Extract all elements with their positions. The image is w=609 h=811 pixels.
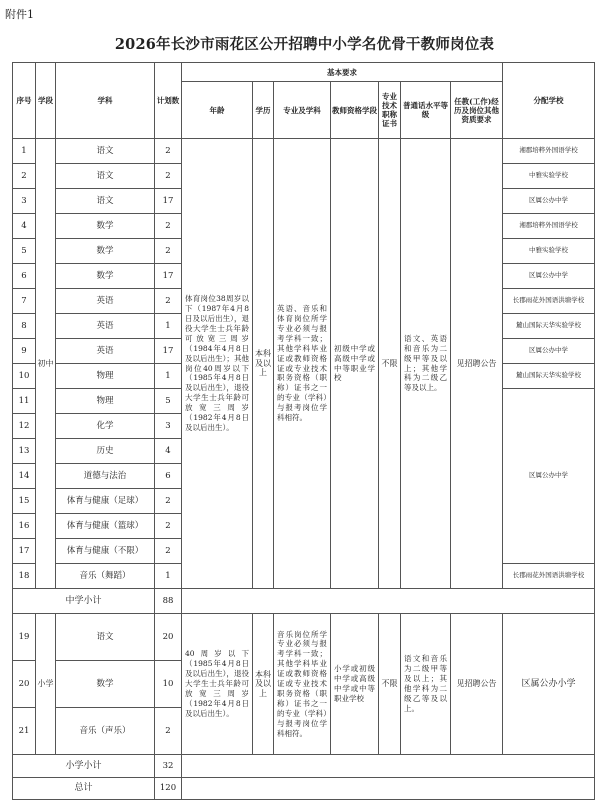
school-cell: 区属公办中学 bbox=[503, 339, 595, 364]
positions-table bbox=[12, 62, 595, 800]
middle-exp-req: 见招聘公告 bbox=[451, 139, 503, 589]
school-cell: 区属公办中学 bbox=[503, 189, 595, 214]
subject-cell: 数学 bbox=[56, 264, 155, 289]
subject-cell: 体育与健康（足球） bbox=[56, 489, 155, 514]
subject-cell: 物理 bbox=[56, 364, 155, 389]
page-title: 2026年长沙市雨花区公开招聘中小学名优骨干教师岗位表 bbox=[114, 36, 495, 53]
school-cell: 长郡雨花外国语洪塘学校 bbox=[503, 289, 595, 314]
subject-cell: 物理 bbox=[56, 389, 155, 414]
seq-cell: 1 bbox=[13, 139, 36, 164]
table-row bbox=[13, 139, 595, 164]
middle-subtotal-row bbox=[13, 589, 595, 614]
primary-subtotal-value: 32 bbox=[155, 755, 182, 778]
seq-cell: 12 bbox=[13, 414, 36, 439]
middle-subtotal-label: 中学小计 bbox=[13, 589, 155, 614]
plan-cell: 17 bbox=[155, 264, 182, 289]
col-header-age: 年龄 bbox=[182, 82, 253, 139]
primary-subtotal-row bbox=[13, 755, 595, 778]
col-header-mandarin: 普通话水平等级 bbox=[401, 82, 451, 139]
primary-cert-req: 不限 bbox=[379, 614, 401, 755]
subject-cell: 数学 bbox=[56, 214, 155, 239]
total-row bbox=[13, 778, 595, 800]
seq-cell: 11 bbox=[13, 389, 36, 414]
subject-cell: 语文 bbox=[56, 189, 155, 214]
school-cell: 麓山国际天华实验学校 bbox=[503, 314, 595, 339]
subject-cell: 道德与法治 bbox=[56, 464, 155, 489]
subject-cell: 语文 bbox=[56, 164, 155, 189]
plan-cell: 17 bbox=[155, 339, 182, 364]
plan-cell: 2 bbox=[155, 514, 182, 539]
table-row bbox=[13, 614, 595, 661]
plan-cell: 20 bbox=[155, 614, 182, 661]
plan-cell: 2 bbox=[155, 708, 182, 755]
plan-cell: 6 bbox=[155, 464, 182, 489]
school-cell: 区属公办中学 bbox=[503, 264, 595, 289]
total-value: 120 bbox=[155, 778, 182, 800]
middle-edu-req: 本科及以上 bbox=[253, 139, 274, 589]
col-header-basic: 基本要求 bbox=[182, 63, 503, 82]
seq-cell: 18 bbox=[13, 564, 36, 589]
subject-cell: 体育与健康（不限） bbox=[56, 539, 155, 564]
primary-qual-req: 小学或初级中学或高级中学或中等职业学校 bbox=[331, 614, 379, 755]
plan-cell: 10 bbox=[155, 661, 182, 708]
primary-mandarin-req: 语文和音乐为二级甲等及以上；其他学科为二级乙等及以上。 bbox=[401, 614, 451, 755]
seq-cell: 10 bbox=[13, 364, 36, 389]
plan-cell: 17 bbox=[155, 189, 182, 214]
col-header-plan: 计划数 bbox=[155, 63, 182, 139]
primary-school: 区属公办小学 bbox=[503, 614, 595, 755]
seq-cell: 13 bbox=[13, 439, 36, 464]
plan-cell: 2 bbox=[155, 289, 182, 314]
col-header-major: 专业及学科 bbox=[274, 82, 331, 139]
col-header-subject: 学科 bbox=[56, 63, 155, 139]
seq-cell: 14 bbox=[13, 464, 36, 489]
middle-mandarin-req: 语文、英语和音乐为二级甲等及以上；其他学科为二级乙等及以上。 bbox=[401, 139, 451, 589]
primary-exp-req: 见招聘公告 bbox=[451, 614, 503, 755]
middle-cert-req: 不限 bbox=[379, 139, 401, 589]
col-header-seq: 序号 bbox=[13, 63, 36, 139]
subject-cell: 数学 bbox=[56, 661, 155, 708]
middle-age-req: 体育岗位38周岁以下（1987年4月8日及以后出生），退役大学生士兵年龄可放宽三周岁（1984年4月8日及以后出生）；其他岗位40周岁以下（1985年4月8日及以后出生），退役大学生士兵年龄可放宽三周岁（1982年4月8日及以后出生）。 bbox=[182, 139, 253, 589]
stage-middle: 初中 bbox=[36, 139, 56, 589]
plan-cell: 4 bbox=[155, 439, 182, 464]
plan-cell: 2 bbox=[155, 239, 182, 264]
col-header-stage: 学段 bbox=[36, 63, 56, 139]
col-header-qual: 教师资格学段 bbox=[331, 82, 379, 139]
seq-cell: 6 bbox=[13, 264, 36, 289]
seq-cell: 19 bbox=[13, 614, 36, 661]
plan-cell: 2 bbox=[155, 539, 182, 564]
seq-cell: 17 bbox=[13, 539, 36, 564]
total-blank bbox=[182, 778, 595, 800]
subject-cell: 语文 bbox=[56, 614, 155, 661]
col-header-school: 分配学校 bbox=[503, 63, 595, 139]
total-label: 总计 bbox=[13, 778, 155, 800]
seq-cell: 20 bbox=[13, 661, 36, 708]
plan-cell: 1 bbox=[155, 314, 182, 339]
plan-cell: 1 bbox=[155, 364, 182, 389]
school-cell: 长郡雨花外国语洪塘学校 bbox=[503, 564, 595, 589]
subject-cell: 音乐（声乐） bbox=[56, 708, 155, 755]
plan-cell: 2 bbox=[155, 489, 182, 514]
seq-cell: 15 bbox=[13, 489, 36, 514]
school-cell: 湘郡培粹外国语学校 bbox=[503, 214, 595, 239]
school-cell: 麓山国际天华实验学校 bbox=[503, 364, 595, 389]
seq-cell: 8 bbox=[13, 314, 36, 339]
seq-cell: 21 bbox=[13, 708, 36, 755]
seq-cell: 7 bbox=[13, 289, 36, 314]
subject-cell: 英语 bbox=[56, 339, 155, 364]
school-cell-merged: 区属公办中学 bbox=[503, 389, 595, 564]
subject-cell: 体育与健康（篮球） bbox=[56, 514, 155, 539]
school-cell: 中雅实验学校 bbox=[503, 164, 595, 189]
middle-qual-req: 初级中学或高级中学或中等职业学校 bbox=[331, 139, 379, 589]
plan-cell: 5 bbox=[155, 389, 182, 414]
primary-edu-req: 本科及以上 bbox=[253, 614, 274, 755]
seq-cell: 9 bbox=[13, 339, 36, 364]
annex-label: 附件1 bbox=[5, 8, 34, 21]
col-header-cert: 专业技术职称证书 bbox=[379, 82, 401, 139]
plan-cell: 2 bbox=[155, 214, 182, 239]
plan-cell: 2 bbox=[155, 164, 182, 189]
subject-cell: 英语 bbox=[56, 289, 155, 314]
primary-subtotal-label: 小学小计 bbox=[13, 755, 155, 778]
subject-cell: 英语 bbox=[56, 314, 155, 339]
subject-cell: 数学 bbox=[56, 239, 155, 264]
middle-major-req: 英语、音乐和体育岗位所学专业必须与报考学科一致；其他学科毕业证或教师资格证或专业技术职务资格（职称）证书之一的专业（学科）与报考岗位学科相符。 bbox=[274, 139, 331, 589]
stage-primary: 小学 bbox=[36, 614, 56, 755]
subject-cell: 历史 bbox=[56, 439, 155, 464]
school-cell: 中雅实验学校 bbox=[503, 239, 595, 264]
seq-cell: 2 bbox=[13, 164, 36, 189]
plan-cell: 2 bbox=[155, 139, 182, 164]
primary-major-req: 音乐岗位所学专业必须与报考学科一致；其他学科毕业证或教师资格证或专业技术职务资格（职称）证书之一的专业（学科）与报考岗位学科相符。 bbox=[274, 614, 331, 755]
primary-subtotal-blank bbox=[182, 755, 595, 778]
plan-cell: 1 bbox=[155, 564, 182, 589]
school-cell: 湘郡培粹外国语学校 bbox=[503, 139, 595, 164]
subject-cell: 语文 bbox=[56, 139, 155, 164]
primary-age-req: 40周岁以下（1985年4月8日及以后出生），退役大学生士兵年龄可放宽三周岁（1982年4月8日及以后出生）。 bbox=[182, 614, 253, 755]
seq-cell: 16 bbox=[13, 514, 36, 539]
seq-cell: 3 bbox=[13, 189, 36, 214]
seq-cell: 5 bbox=[13, 239, 36, 264]
col-header-exp: 任教(工作)经历及岗位其他资质要求 bbox=[451, 82, 503, 139]
header-row-1 bbox=[13, 63, 595, 82]
col-header-edu: 学历 bbox=[253, 82, 274, 139]
subject-cell: 化学 bbox=[56, 414, 155, 439]
plan-cell: 3 bbox=[155, 414, 182, 439]
subject-cell: 音乐（舞蹈） bbox=[56, 564, 155, 589]
middle-subtotal-value: 88 bbox=[155, 589, 182, 614]
middle-subtotal-blank bbox=[182, 589, 595, 614]
seq-cell: 4 bbox=[13, 214, 36, 239]
